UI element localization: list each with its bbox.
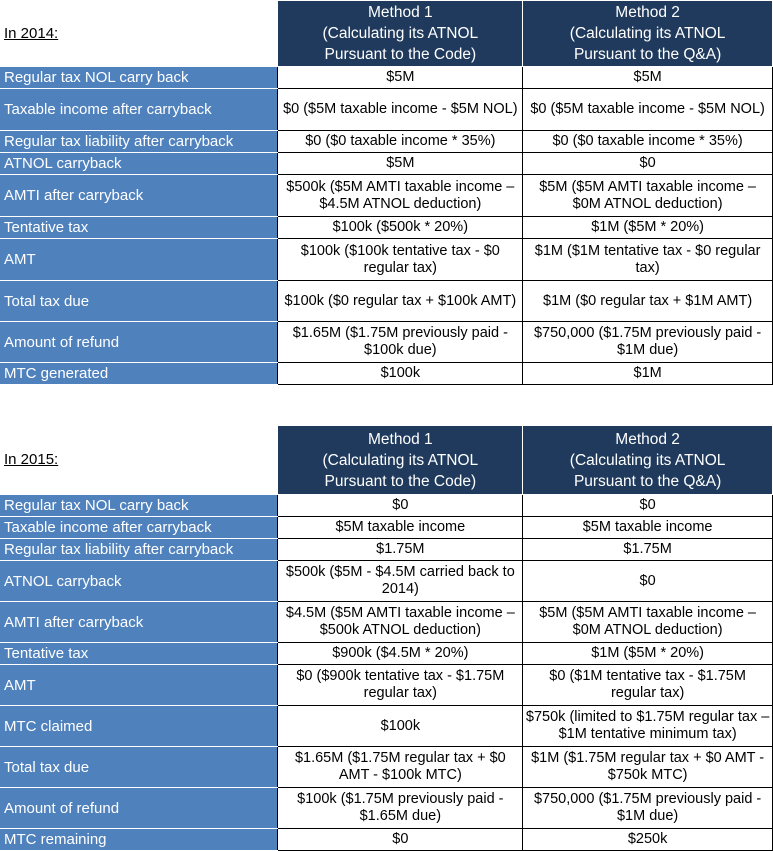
row-label: ATNOL carryback — [0, 561, 278, 602]
row-label: Regular tax NOL carry back — [0, 67, 278, 89]
table-row — [0, 67, 773, 89]
table-row — [0, 561, 773, 602]
table-row — [0, 131, 773, 153]
method1-cell: $0 ($900k tentative tax - $1.75M regular tax) — [278, 665, 523, 706]
method2-cell: $0 ($5M taxable income - $5M NOL) — [523, 89, 773, 131]
method2-cell: $750,000 ($1.75M previously paid - $1M due) — [523, 788, 773, 829]
row-label: MTC remaining — [0, 829, 278, 851]
method2-cell: $750,000 ($1.75M previously paid - $1M due) — [523, 322, 773, 363]
method2-cell: $1M ($5M * 20%) — [523, 217, 773, 239]
table-2015 — [0, 425, 773, 851]
row-label: Taxable income after carryback — [0, 517, 278, 539]
method1-cell: $1.65M ($1.75M previously paid - $100k due) — [278, 322, 523, 363]
year-label: In 2014: — [0, 1, 278, 67]
table-row — [0, 89, 773, 131]
row-label: AMTI after carryback — [0, 175, 278, 217]
method1-header: Method 1 (Calculating its ATNOL Pursuant to the Code) — [278, 1, 523, 67]
table-row — [0, 829, 773, 851]
row-label: Regular tax NOL carry back — [0, 495, 278, 517]
row-label: ATNOL carryback — [0, 153, 278, 175]
method2-cell: $1M ($1.75M regular tax + $0 AMT - $750k MTC) — [523, 747, 773, 788]
method1-cell: $0 ($0 taxable income * 35%) — [278, 131, 523, 153]
method2-cell: $0 — [523, 153, 773, 175]
method1-cell: $100k ($1.75M previously paid - $1.65M due) — [278, 788, 523, 829]
method1-header: Method 1 (Calculating its ATNOL Pursuant to the Code) — [278, 426, 523, 495]
row-label: MTC generated — [0, 363, 278, 385]
method2-cell: $5M taxable income — [523, 517, 773, 539]
method2-cell: $1M ($5M * 20%) — [523, 643, 773, 665]
method1-cell: $100k ($500k * 20%) — [278, 217, 523, 239]
method1-cell: $100k ($100k tentative tax - $0 regular tax) — [278, 239, 523, 281]
row-label: Regular tax liability after carryback — [0, 539, 278, 561]
method2-cell: $5M — [523, 67, 773, 89]
table-row — [0, 153, 773, 175]
method2-cell: $5M ($5M AMTI taxable income – $0M ATNOL deduction) — [523, 602, 773, 643]
method1-cell: $900k ($4.5M * 20%) — [278, 643, 523, 665]
table-row — [0, 495, 773, 517]
row-label: Amount of refund — [0, 788, 278, 829]
method1-cell: $0 — [278, 495, 523, 517]
method2-cell: $1.75M — [523, 539, 773, 561]
method2-cell: $1M ($1M tentative tax - $0 regular tax) — [523, 239, 773, 281]
method2-cell: $1M — [523, 363, 773, 385]
method1-cell: $5M — [278, 153, 523, 175]
method1-cell: $1.75M — [278, 539, 523, 561]
method1-cell: $500k ($5M - $4.5M carried back to 2014) — [278, 561, 523, 602]
method1-cell: $4.5M ($5M AMTI taxable income – $500k ATNOL deduction) — [278, 602, 523, 643]
method2-cell: $250k — [523, 829, 773, 851]
method2-header: Method 2 (Calculating its ATNOL Pursuant to the Q&A) — [523, 1, 773, 67]
row-label: AMT — [0, 665, 278, 706]
method1-cell: $100k — [278, 706, 523, 747]
table-row — [0, 539, 773, 561]
row-label: Amount of refund — [0, 322, 278, 363]
table-row — [0, 747, 773, 788]
row-label: AMT — [0, 239, 278, 281]
table-row — [0, 239, 773, 281]
row-label: AMTI after carryback — [0, 602, 278, 643]
row-label: Total tax due — [0, 747, 278, 788]
row-label: MTC claimed — [0, 706, 278, 747]
method1-cell: $100k — [278, 363, 523, 385]
table-row — [0, 217, 773, 239]
table-row — [0, 602, 773, 643]
method2-cell: $5M ($5M AMTI taxable income – $0M ATNOL deduction) — [523, 175, 773, 217]
method1-cell: $100k ($0 regular tax + $100k AMT) — [278, 281, 523, 322]
table-row — [0, 665, 773, 706]
table-row — [0, 281, 773, 322]
method1-cell: $5M taxable income — [278, 517, 523, 539]
table-row — [0, 788, 773, 829]
table-row — [0, 363, 773, 385]
table-row — [0, 175, 773, 217]
method2-cell: $750k (limited to $1.75M regular tax – $1M tentative minimum tax) — [523, 706, 773, 747]
method2-cell: $1M ($0 regular tax + $1M AMT) — [523, 281, 773, 322]
year-label: In 2015: — [0, 426, 278, 495]
method2-header: Method 2 (Calculating its ATNOL Pursuant to the Q&A) — [523, 426, 773, 495]
table-row — [0, 643, 773, 665]
row-label: Taxable income after carryback — [0, 89, 278, 131]
method2-cell: $0 — [523, 495, 773, 517]
row-label: Regular tax liability after carryback — [0, 131, 278, 153]
row-label: Tentative tax — [0, 643, 278, 665]
method1-cell: $0 — [278, 829, 523, 851]
row-label: Tentative tax — [0, 217, 278, 239]
method2-cell: $0 ($1M tentative tax - $1.75M regular tax) — [523, 665, 773, 706]
table-row — [0, 322, 773, 363]
method1-cell: $5M — [278, 67, 523, 89]
method1-cell: $0 ($5M taxable income - $5M NOL) — [278, 89, 523, 131]
method2-cell: $0 ($0 taxable income * 35%) — [523, 131, 773, 153]
method2-cell: $0 — [523, 561, 773, 602]
table-row — [0, 517, 773, 539]
table-row — [0, 706, 773, 747]
row-label: Total tax due — [0, 281, 278, 322]
table-2014 — [0, 0, 773, 385]
method1-cell: $500k ($5M AMTI taxable income – $4.5M ATNOL deduction) — [278, 175, 523, 217]
method1-cell: $1.65M ($1.75M regular tax + $0 AMT - $100k MTC) — [278, 747, 523, 788]
